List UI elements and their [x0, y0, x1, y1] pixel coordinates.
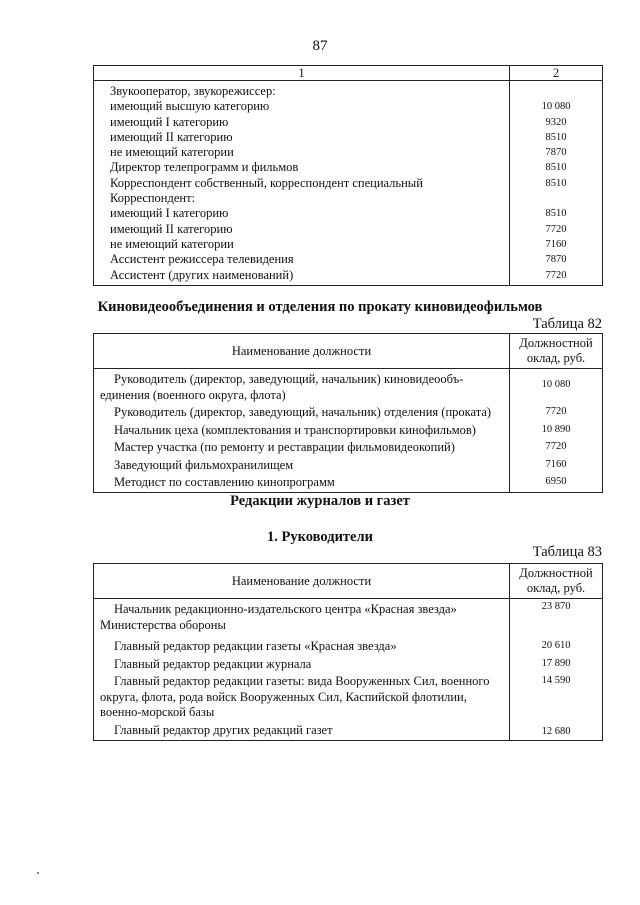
position-name-line: Мастер участка (по ремонту и реставрации фильмовидеокопий): [114, 440, 455, 454]
position-name: [94, 722, 510, 741]
salary-value: 23 870: [510, 599, 603, 635]
table-row: [94, 369, 603, 405]
position-name-line: Главный редактор редакции газеты «Красная звезда»: [114, 639, 397, 653]
position-name: [94, 439, 510, 457]
table-row: [94, 404, 603, 422]
salary-value: 7870: [545, 147, 567, 159]
salary-value: 7720: [545, 269, 567, 281]
salary-value: 7160: [510, 457, 603, 475]
salary-value: 10 080: [510, 369, 603, 405]
position-name: [94, 634, 510, 656]
salary-value: 7160: [545, 238, 567, 250]
table-row: [94, 599, 603, 635]
position-name-line: Начальник редакционно-издательского центра «Красная звезда»: [114, 602, 457, 616]
position-name-line: единения (военного округа, флота): [100, 387, 286, 402]
salary-value: 9320: [545, 116, 567, 128]
salary-value: 7720: [510, 439, 603, 457]
table-row: [94, 422, 603, 440]
section-title-editorial: Редакции журналов и газет: [230, 493, 410, 509]
position-name-line: Методист по составлению кинопрограмм: [114, 475, 335, 489]
salary-value: [514, 191, 598, 206]
salary-value: 7870: [545, 254, 567, 266]
table-row: [94, 474, 603, 492]
position-name: Корреспондент собственный, корреспондент специальный: [110, 175, 423, 190]
salary-value: 8510: [545, 208, 567, 220]
position-names-cell: [94, 81, 510, 286]
position-name-line: Заведующий фильмохранилищем: [114, 457, 294, 472]
table-row: [94, 439, 603, 457]
salary-value: 17 890: [510, 656, 603, 674]
salary-value: 8510: [545, 177, 567, 189]
header-salary-line2: оклад, руб.: [526, 351, 586, 365]
salary-value: 10 890: [510, 422, 603, 440]
position-name-line: Руководитель (директор, заведующий, начальник) отделения (проката): [114, 405, 492, 419]
column-header-1: 1: [94, 66, 510, 81]
position-name-line: Начальник цеха (комплектования и транспортировки кинофильмов): [114, 422, 476, 437]
position-name: Звукооператор, звукорежиссер:: [110, 84, 276, 98]
position-name: [94, 673, 510, 722]
position-name: [94, 599, 510, 635]
page-number: 87: [312, 38, 328, 54]
position-name-line: Главный редактор других редакций газет: [114, 722, 333, 737]
header-salary-line1: Должностной: [519, 566, 593, 580]
position-name: [94, 457, 510, 475]
table-label-83: Таблица 83: [532, 544, 602, 560]
salary-table-continuation: [93, 65, 603, 286]
position-name: Директор телепрограмм и фильмов: [110, 160, 299, 175]
position-name: [94, 404, 510, 422]
position-name-line: военно-морской базы: [100, 705, 215, 719]
header-salary: [510, 564, 603, 599]
salary-value: 14 590: [510, 673, 603, 722]
scan-speck: [37, 872, 39, 874]
position-name: имеющий I категорию: [110, 206, 229, 221]
header-salary: [510, 334, 603, 369]
table-row: [94, 656, 603, 674]
section-title-film-distribution: Киновидеообъединения и отделения по прокату киновидеофильмов: [97, 299, 543, 315]
position-name: [94, 656, 510, 674]
table-row: [94, 634, 603, 656]
position-name: имеющий высшую категорию: [110, 99, 270, 114]
salary-values-cell: [510, 81, 603, 286]
salary-value: 6950: [510, 474, 603, 492]
salary-table-82: [93, 333, 603, 493]
header-position-name: Наименование должности: [94, 334, 510, 369]
salary-value: 20 610: [510, 634, 603, 656]
table-row: [94, 722, 603, 741]
position-name: Ассистент (других наименований): [110, 267, 294, 282]
header-position-name: Наименование должности: [94, 564, 510, 599]
salary-value: 7720: [510, 404, 603, 422]
position-name-line: Главный редактор редакции журнала: [114, 656, 312, 671]
position-name: не имеющий категории: [110, 145, 234, 160]
position-name: Ассистент режиссера телевидения: [110, 252, 294, 267]
position-name: [94, 474, 510, 492]
position-name-line: округа, флота, рода войск Вооруженных Сил, Каспийской флотилии,: [100, 689, 467, 704]
position-name: имеющий II категорию: [110, 221, 233, 236]
position-name: имеющий II категорию: [110, 129, 233, 144]
salary-value: 8510: [545, 162, 567, 174]
header-salary-line1: Должностной: [519, 336, 593, 350]
position-name-line: Министерства обороны: [100, 617, 226, 632]
table-label-82: Таблица 82: [532, 316, 602, 332]
salary-value: [514, 84, 598, 99]
position-name-line: Главный редактор редакции газеты: вида Вооруженных Сил, военного: [114, 674, 490, 688]
section-subtitle-leaders: 1. Руководители: [267, 529, 373, 545]
salary-value: 7720: [545, 223, 567, 235]
salary-value: 12 680: [510, 722, 603, 741]
position-name-line: Руководитель (директор, заведующий, начальник) киновидеообъ-: [114, 372, 464, 386]
salary-value: 10 080: [541, 101, 571, 113]
position-name: [94, 369, 510, 405]
table-row: [94, 457, 603, 475]
position-name: имеющий I категорию: [110, 114, 229, 129]
position-name: Корреспондент:: [110, 191, 196, 206]
salary-value: 8510: [545, 131, 567, 143]
salary-table-83: [93, 563, 603, 741]
column-header-2: 2: [510, 66, 603, 81]
position-name: не имеющий категории: [110, 236, 234, 251]
header-salary-line2: оклад, руб.: [526, 581, 586, 595]
table-row: [94, 673, 603, 722]
position-name: [94, 422, 510, 440]
